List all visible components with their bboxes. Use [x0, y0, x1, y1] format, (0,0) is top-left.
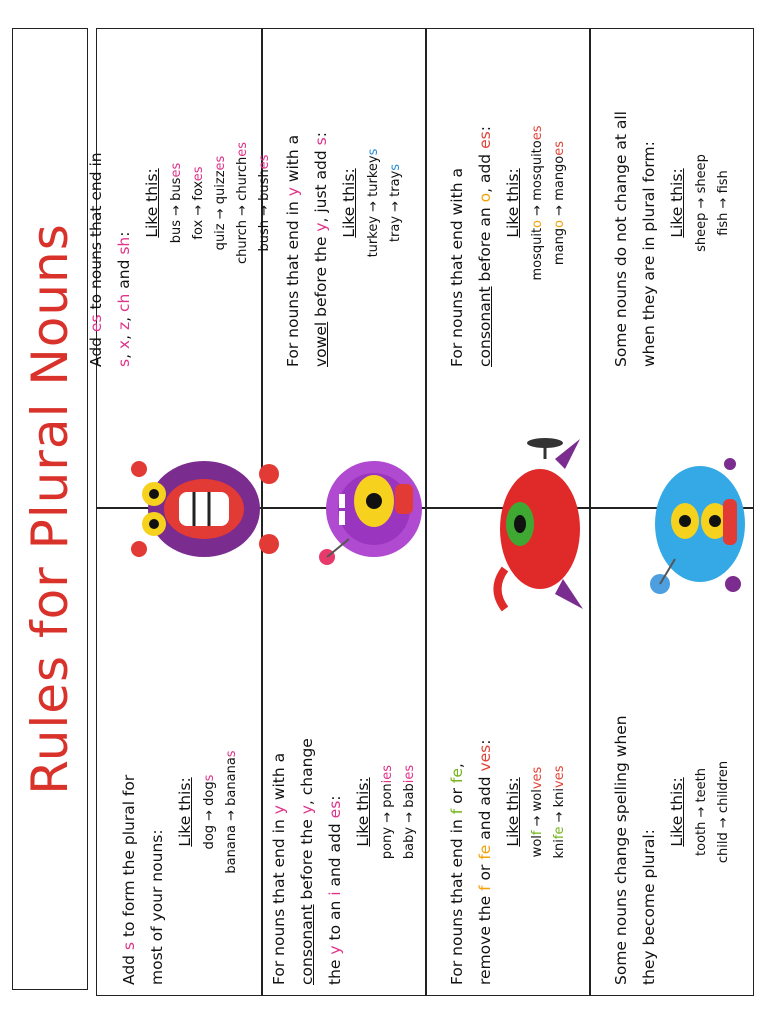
rule-2-left: [261, 509, 425, 995]
example-item: fox → foxes: [191, 166, 206, 240]
rule-text-line: Some nouns do not change at all: [612, 111, 630, 367]
example-item: bus → buses: [169, 162, 184, 244]
like-this-label: Like this:: [668, 168, 686, 238]
example-item: mango → mangoes: [552, 140, 567, 266]
rule-text-line: For nouns that end with a: [448, 168, 466, 367]
like-this-label: Like this:: [504, 777, 522, 847]
rule-text-line: consonant before an o, add es:: [476, 126, 494, 367]
rule-text-line: For nouns that end in y with a: [284, 134, 302, 367]
like-this-label: Like this:: [354, 777, 372, 847]
example-item: dog → dogs: [202, 774, 217, 850]
example-item: baby → babies: [402, 764, 417, 860]
example-item: sheep → sheep: [694, 154, 709, 252]
example-item: tooth → teeth: [694, 768, 709, 856]
purple-monster-icon: [149, 414, 259, 604]
example-item: banana → bananas: [224, 750, 239, 874]
example-item: mosquito → mosquitoes: [530, 125, 545, 281]
example-item: turkey → turkeys: [366, 148, 381, 258]
rule-text-line: For nouns that end in f or fe,: [448, 763, 466, 985]
rule-text-line: Add s to form the plural for: [120, 774, 138, 985]
example-item: church → churches: [235, 141, 250, 265]
blue-fuzzy-monster-icon: [645, 429, 755, 619]
example-item: knife → knives: [552, 765, 567, 859]
example-item: tray → trays: [388, 163, 403, 243]
rule-text-line: they become plural:: [640, 829, 658, 985]
rule-2-right: [261, 29, 425, 507]
example-item: quiz → quizzes: [213, 155, 228, 251]
rule-text-line: s, x, z, ch and sh:: [115, 231, 133, 367]
example-item: pony → ponies: [380, 764, 395, 860]
example-item: fish → fish: [716, 170, 731, 236]
rule-text-line: Some nouns change spelling when: [612, 715, 630, 985]
page-title: Rules for Plural Nouns: [21, 223, 79, 795]
title-panel: [12, 28, 88, 990]
red-horned-monster-icon: [485, 419, 595, 619]
like-this-label: Like this:: [143, 168, 161, 238]
rule-text-line: For nouns that end in y with a: [270, 752, 288, 985]
example-item: child → children: [716, 760, 731, 864]
like-this-label: Like this:: [340, 168, 358, 238]
like-this-label: Like this:: [504, 168, 522, 238]
rule-text-line: the y to an i and add es:: [326, 795, 344, 985]
rule-text-line: Add es to nouns that end in: [87, 152, 105, 367]
example-item: wolf → wolves: [530, 766, 545, 858]
rule-text-line: remove the f or fe and add ves:: [476, 739, 494, 985]
rules-panel: [87, 28, 754, 996]
rule-text-line: most of your nouns:: [148, 829, 166, 985]
like-this-label: Like this:: [176, 777, 194, 847]
like-this-label: Like this:: [668, 777, 686, 847]
rule-text-line: when they are in plural form:: [640, 141, 658, 367]
rule-text-line: consonant before the y, change: [298, 738, 316, 985]
rule-text-line: vowel before the y, just add s:: [312, 132, 330, 367]
example-item: bush → bushes: [257, 154, 272, 252]
fuzzy-purple-monster-icon: [319, 439, 429, 579]
